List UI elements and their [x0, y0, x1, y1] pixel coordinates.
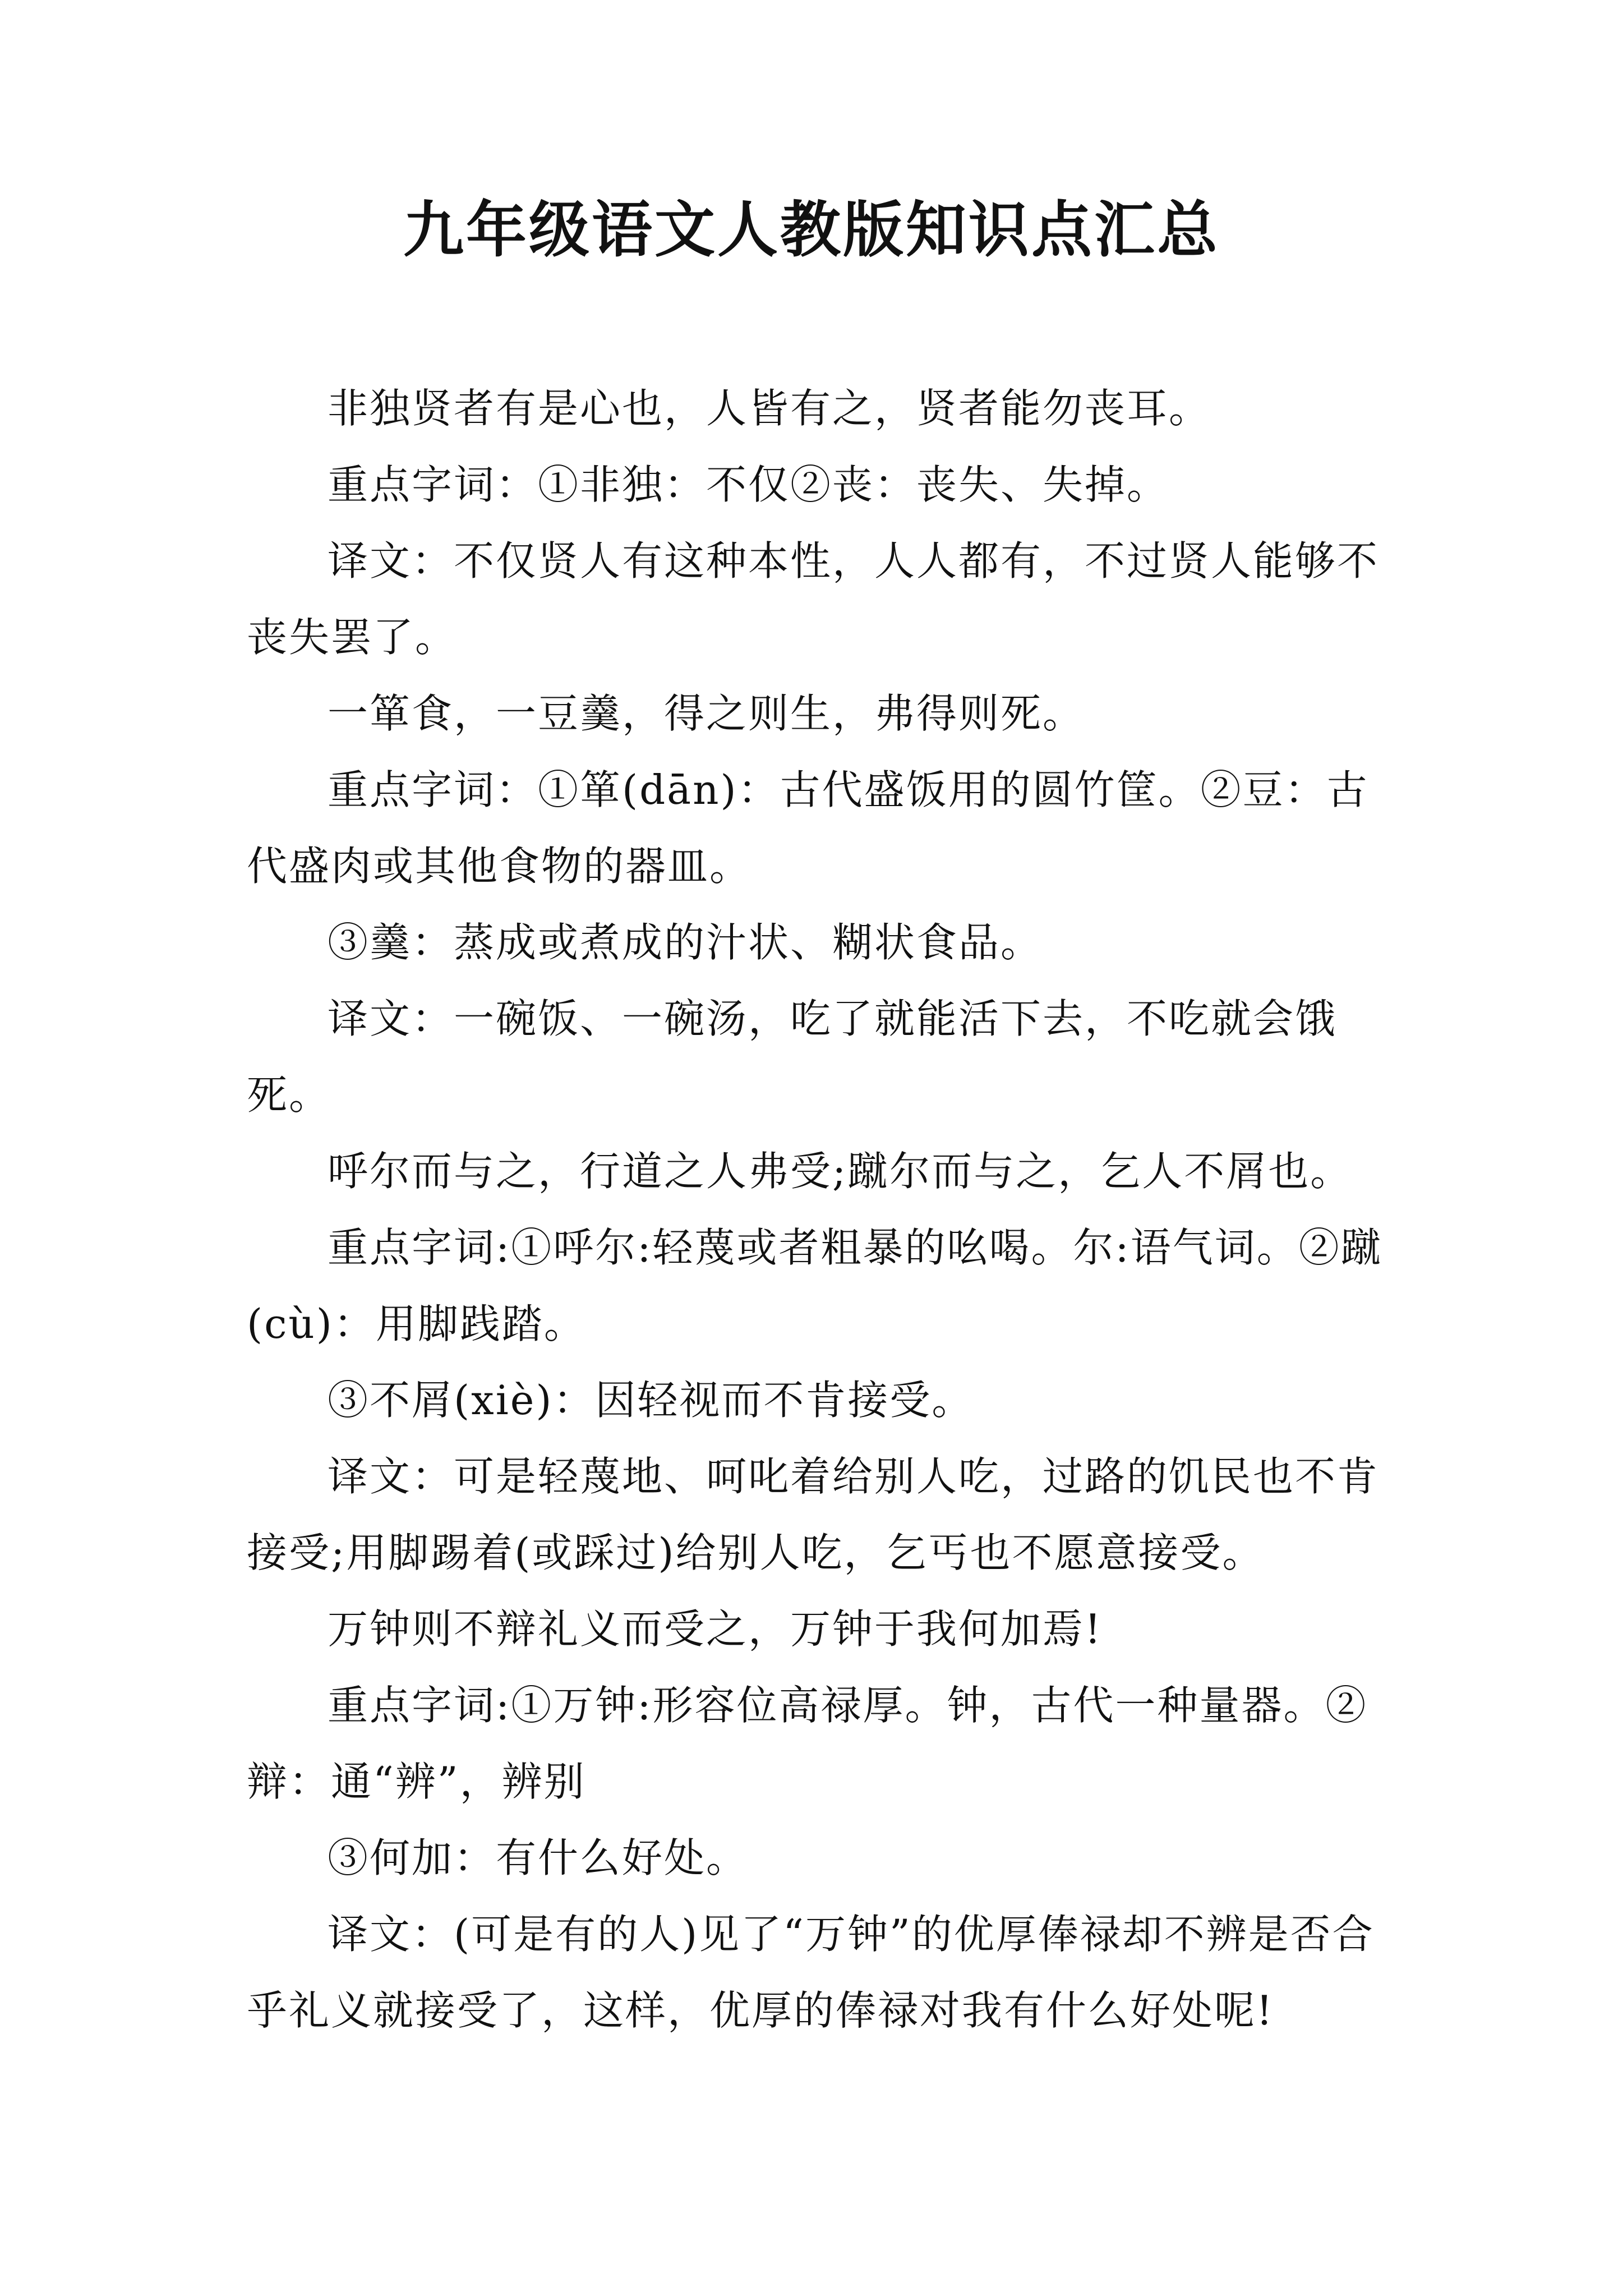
paragraph: 非独贤者有是心也，人皆有之，贤者能勿丧耳。: [328, 385, 1211, 432]
paragraph: 译文：一碗饭、一碗汤，吃了就能活下去，不吃就会饿死。: [247, 995, 1338, 1119]
paragraph: 译文：不仅贤人有这种本性，人人都有，不过贤人能够不丧失罢了。: [247, 537, 1380, 661]
paragraph: 重点字词：①箪(dān)：古代盛饭用的圆竹筐。②豆：古代盛肉或其他食物的器皿。: [247, 766, 1369, 890]
paragraph: 重点字词:①呼尔:轻蔑或者粗暴的吆喝。尔:语气词。②蹴(cù)：用脚践踏。: [247, 1224, 1383, 1347]
paragraph: 译文：可是轻蔑地、呵叱着给别人吃，过路的饥民也不肯接受;用脚踢着(或踩过)给别人吃，乞丐也不愿意接受。: [247, 1453, 1380, 1576]
paragraph: ③不屑(xiè)：因轻视而不肯接受。: [328, 1377, 974, 1424]
paragraph: ③何加：有什么好处。: [328, 1834, 749, 1881]
paragraph: 重点字词:①万钟:形容位高禄厚。钟，古代一种量器。②辩：通“辨”，辨别: [247, 1682, 1368, 1805]
document-body: [247, 370, 1385, 2049]
document-title: 九年级语文人教版知识点汇总: [403, 195, 1220, 265]
paragraph: 一箪食，一豆羹，得之则生，弗得则死。: [328, 690, 1085, 737]
paragraph: ③羹：蒸成或煮成的汁状、糊状食品。: [328, 919, 1043, 966]
paragraph: 万钟则不辩礼义而受之，万钟于我何加焉!: [328, 1605, 1103, 1653]
paragraph: 呼尔而与之，行道之人弗受;蹴尔而与之，乞人不屑也。: [328, 1148, 1353, 1195]
paragraph: 重点字词：①非独：不仅②丧：丧失、失掉。: [328, 461, 1169, 508]
paragraph: 译文：(可是有的人)见了“万钟”的优厚俸禄却不辨是否合乎礼义就接受了，这样，优厚的俸禄对我有什么好处呢!: [247, 1911, 1375, 2034]
